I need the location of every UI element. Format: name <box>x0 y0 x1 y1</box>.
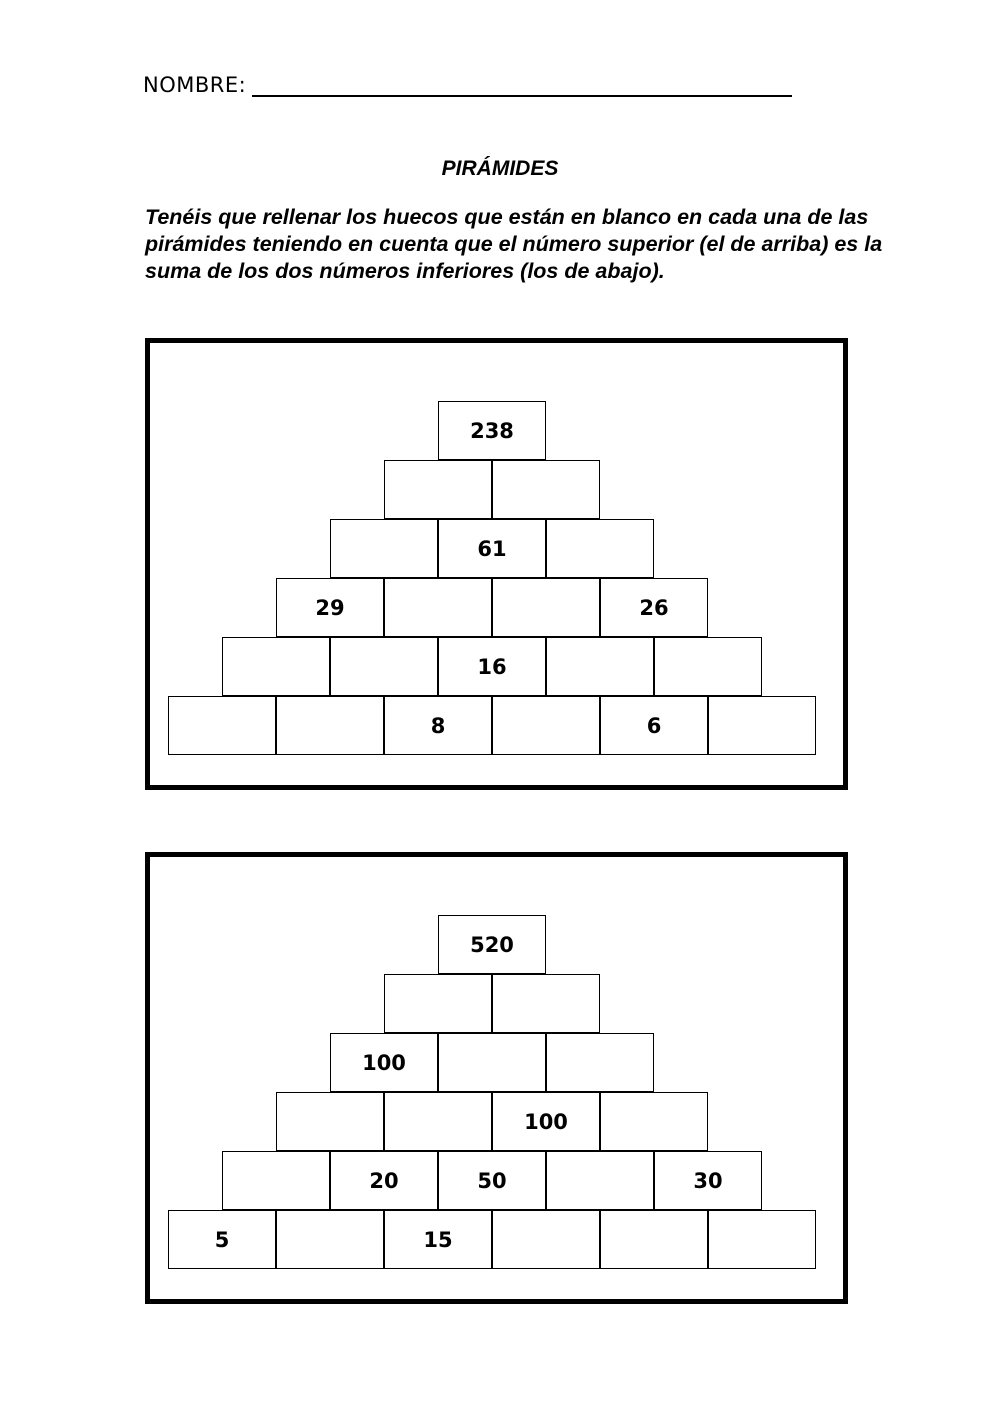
pyramid-cell: 520 <box>438 915 546 974</box>
pyramid-cell: 29 <box>276 578 384 637</box>
pyramid-cell: 15 <box>384 1210 492 1269</box>
instructions-text: Tenéis que rellenar los huecos que están en blanco en cada una de las pirámides teniendo en cuenta que el número superior (el de arriba) es la suma de los dos números inferiores (los de abajo). <box>145 205 883 283</box>
pyramid-cell-blank[interactable] <box>276 696 384 755</box>
pyramid-cell-blank[interactable] <box>384 578 492 637</box>
pyramid-cell: 5 <box>168 1210 276 1269</box>
pyramid-cell-blank[interactable] <box>492 974 600 1033</box>
pyramid-cell: 16 <box>438 637 546 696</box>
pyramid-cell: 20 <box>330 1151 438 1210</box>
pyramid-frame-2 <box>145 852 848 1304</box>
name-field-row <box>143 72 792 97</box>
pyramid-cell-blank[interactable] <box>654 637 762 696</box>
name-underline[interactable] <box>252 72 792 97</box>
pyramid-cell: 100 <box>330 1033 438 1092</box>
pyramid-cell: 8 <box>384 696 492 755</box>
pyramid-1 <box>150 343 843 785</box>
pyramid-cell: 238 <box>438 401 546 460</box>
pyramid-cell: 50 <box>438 1151 546 1210</box>
pyramid-cell: 100 <box>492 1092 600 1151</box>
pyramid-cell-blank[interactable] <box>384 460 492 519</box>
page-title: PIRÁMIDES <box>441 157 559 180</box>
name-label: NOMBRE: <box>143 73 247 97</box>
pyramid-cell: 26 <box>600 578 708 637</box>
pyramid-cell-blank[interactable] <box>546 1033 654 1092</box>
pyramid-cell-blank[interactable] <box>600 1210 708 1269</box>
pyramid-cell-blank[interactable] <box>546 1151 654 1210</box>
pyramid-cell-blank[interactable] <box>330 519 438 578</box>
pyramid-cell-blank[interactable] <box>708 696 816 755</box>
pyramid-cell: 61 <box>438 519 546 578</box>
pyramid-frame-1 <box>145 338 848 790</box>
pyramid-cell-blank[interactable] <box>438 1033 546 1092</box>
pyramid-2 <box>150 857 843 1299</box>
pyramid-cell-blank[interactable] <box>492 460 600 519</box>
pyramid-cell: 30 <box>654 1151 762 1210</box>
pyramid-cell-blank[interactable] <box>222 637 330 696</box>
pyramid-cell-blank[interactable] <box>600 1092 708 1151</box>
pyramid-cell-blank[interactable] <box>384 1092 492 1151</box>
pyramid-cell-blank[interactable] <box>492 1210 600 1269</box>
pyramid-cell-blank[interactable] <box>492 696 600 755</box>
pyramid-cell: 6 <box>600 696 708 755</box>
pyramid-cell-blank[interactable] <box>276 1092 384 1151</box>
pyramid-cell-blank[interactable] <box>708 1210 816 1269</box>
pyramid-cell-blank[interactable] <box>330 637 438 696</box>
pyramid-cell-blank[interactable] <box>276 1210 384 1269</box>
pyramid-cell-blank[interactable] <box>492 578 600 637</box>
pyramid-cell-blank[interactable] <box>168 696 276 755</box>
pyramid-cell-blank[interactable] <box>546 519 654 578</box>
pyramid-cell-blank[interactable] <box>546 637 654 696</box>
pyramid-cell-blank[interactable] <box>222 1151 330 1210</box>
pyramid-cell-blank[interactable] <box>384 974 492 1033</box>
